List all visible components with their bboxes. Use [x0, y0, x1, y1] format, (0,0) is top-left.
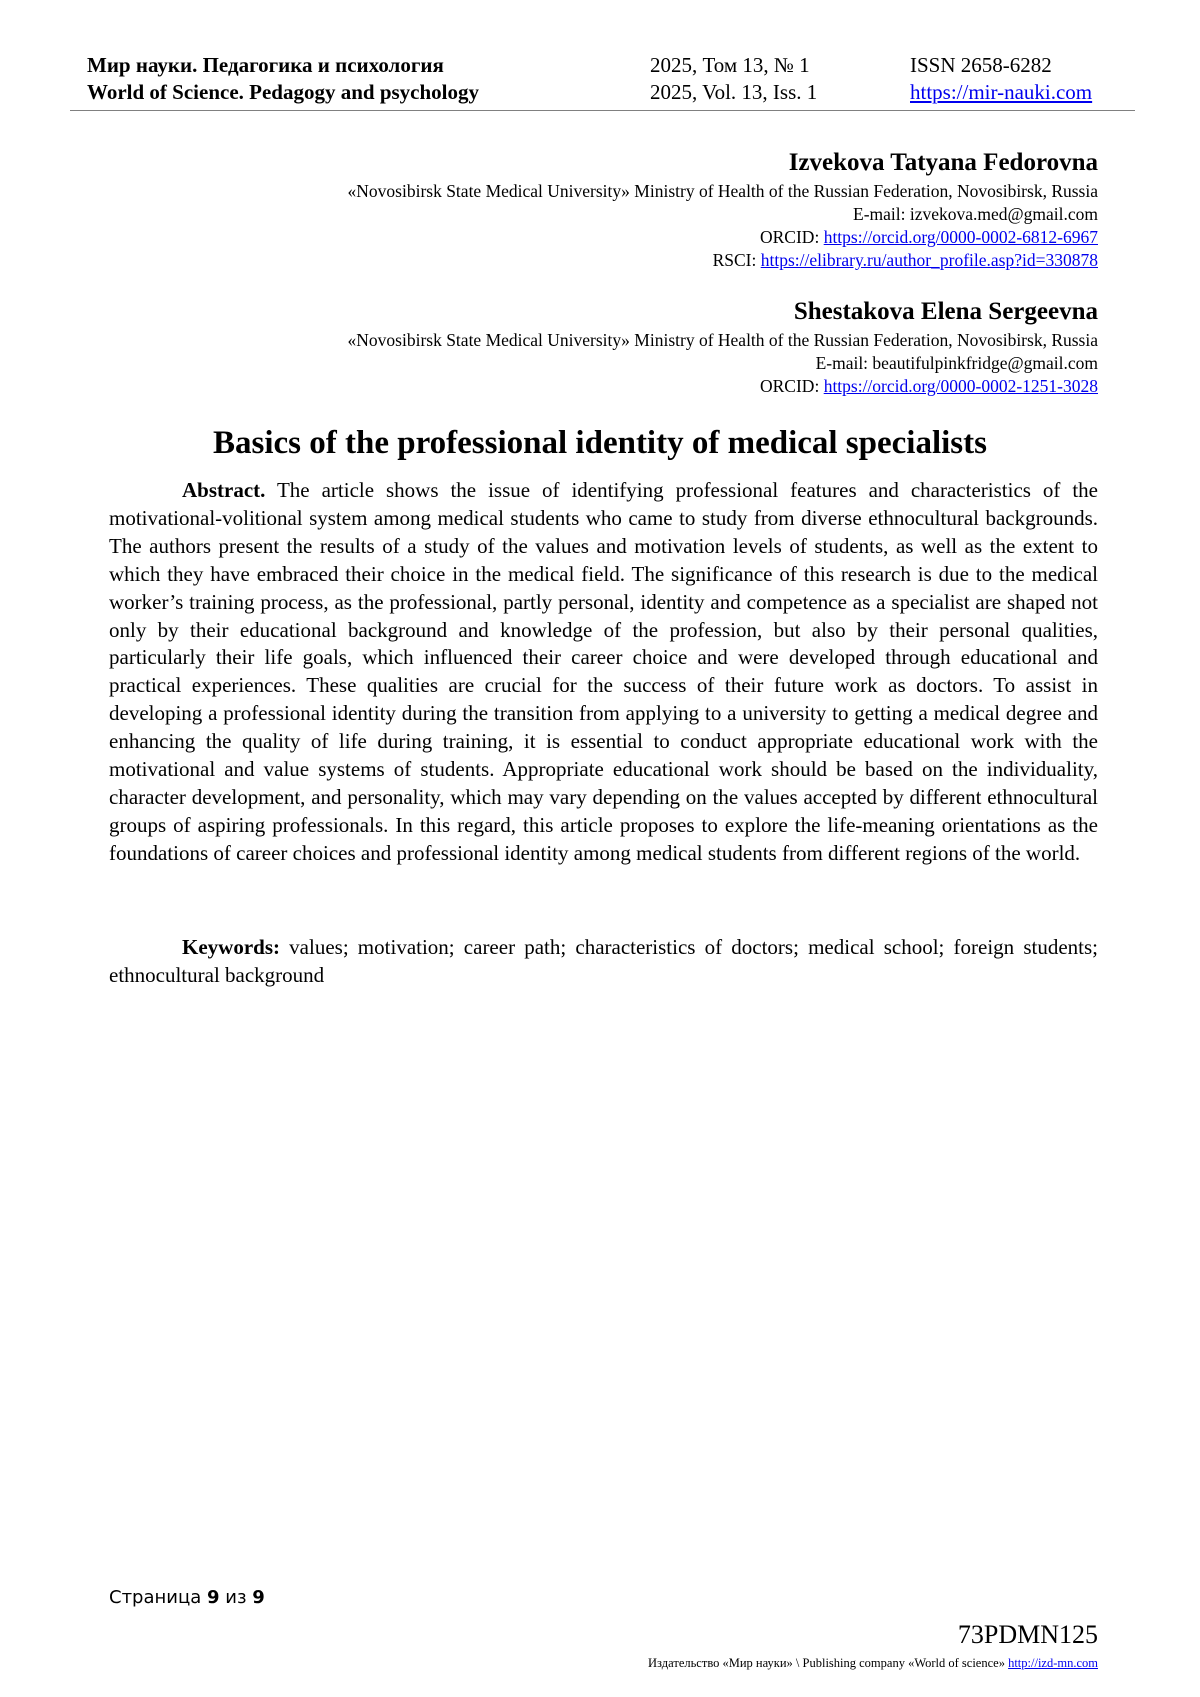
- orcid-label: ORCID:: [760, 376, 820, 396]
- author-email: E-mail: beautifulpinkfridge@gmail.com: [815, 353, 1098, 373]
- journal-title-en: World of Science. Pedagogy and psychology: [87, 80, 480, 104]
- orcid-link[interactable]: https://orcid.org/0000-0002-1251-3028: [823, 376, 1098, 396]
- author-name: Izvekova Tatyana Fedorovna: [788, 149, 1098, 176]
- author-block: [98, 297, 1098, 398]
- abstract-text: The article shows the issue of identifying professional features and characteristics of the motivational-volitional system among medical students who came to study from diverse ethnocultural backgrounds. The authors present the results of a study of the values and motivation levels of students, as well as the extent to which they have embraced their choice in the medical field. The significance of this research is due to the medical worker’s training process, as the professional, partly personal, identity and competence as a specialist are shaped not only by their educational background and knowledge of the profession, but also by their personal qualities, particularly their life goals, which influenced their career choice and were developed through educational and practical experiences. These qualities are crucial for the success of their future work as doctors. To assist in developing a professional identity during the transition from applying to a university to getting a medical degree and enhancing the quality of life during training, it is essential to conduct appropriate educational work with the motivational and value systems of students. Appropriate educational work should be based on the individuality, character development, and personality, which may vary depending on the values accepted by different ethnocultural groups of aspiring professionals. In this regard, this article proposes to explore the life-meaning orientations as the foundations of career choices and professional identity among medical students from different regions of the world.: [109, 478, 1098, 865]
- publisher-text: Издательство «Мир науки» \ Publishing company «World of science»: [648, 1656, 1005, 1670]
- page-number: Страница 9 из 9: [109, 1587, 265, 1608]
- keywords-text: values; motivation; career path; characteristics of doctors; medical school; foreign students; ethnocultural background: [109, 935, 1098, 987]
- volume-ru: 2025, Том 13, № 1: [650, 53, 810, 77]
- rsci-link[interactable]: https://elibrary.ru/author_profile.asp?id=330878: [760, 250, 1098, 270]
- author-email: E-mail: izvekova.med@gmail.com: [853, 204, 1098, 224]
- orcid-link[interactable]: https://orcid.org/0000-0002-6812-6967: [823, 227, 1098, 247]
- article-title: Basics of the professional identity of medical specialists: [213, 425, 987, 461]
- abstract-label: Abstract.: [182, 478, 266, 502]
- author-rsci: [98, 249, 1098, 272]
- rsci-label: RSCI:: [712, 250, 757, 270]
- author-orcid: [98, 375, 1098, 398]
- header-divider: [70, 110, 1135, 111]
- publisher-link[interactable]: http://izd-mn.com: [1008, 1656, 1098, 1670]
- running-header: [87, 52, 1137, 106]
- author-name: Shestakova Elena Sergeevna: [793, 298, 1098, 325]
- keywords-label: Keywords:: [182, 935, 280, 959]
- keywords: [109, 933, 1098, 989]
- journal-site-link[interactable]: https://mir-nauki.com: [910, 80, 1093, 104]
- author-block: [98, 148, 1098, 272]
- issn: ISSN 2658-6282: [910, 53, 1052, 77]
- journal-title-ru: Мир науки. Педагогика и психология: [87, 53, 444, 77]
- author-affiliation: «Novosibirsk State Medical University» Ministry of Health of the Russian Federation, Novosibirsk, Russia: [347, 330, 1098, 350]
- publisher-line: [648, 1656, 1098, 1671]
- page-current: 9: [207, 1587, 220, 1608]
- abstract: [109, 477, 1098, 868]
- author-affiliation: «Novosibirsk State Medical University» Ministry of Health of the Russian Federation, Novosibirsk, Russia: [347, 181, 1098, 201]
- page-total: 9: [252, 1587, 265, 1608]
- article-code: 73PDMN125: [957, 1620, 1098, 1649]
- orcid-label: ORCID:: [760, 227, 820, 247]
- author-orcid: [98, 226, 1098, 249]
- volume-en: 2025, Vol. 13, Iss. 1: [650, 80, 818, 104]
